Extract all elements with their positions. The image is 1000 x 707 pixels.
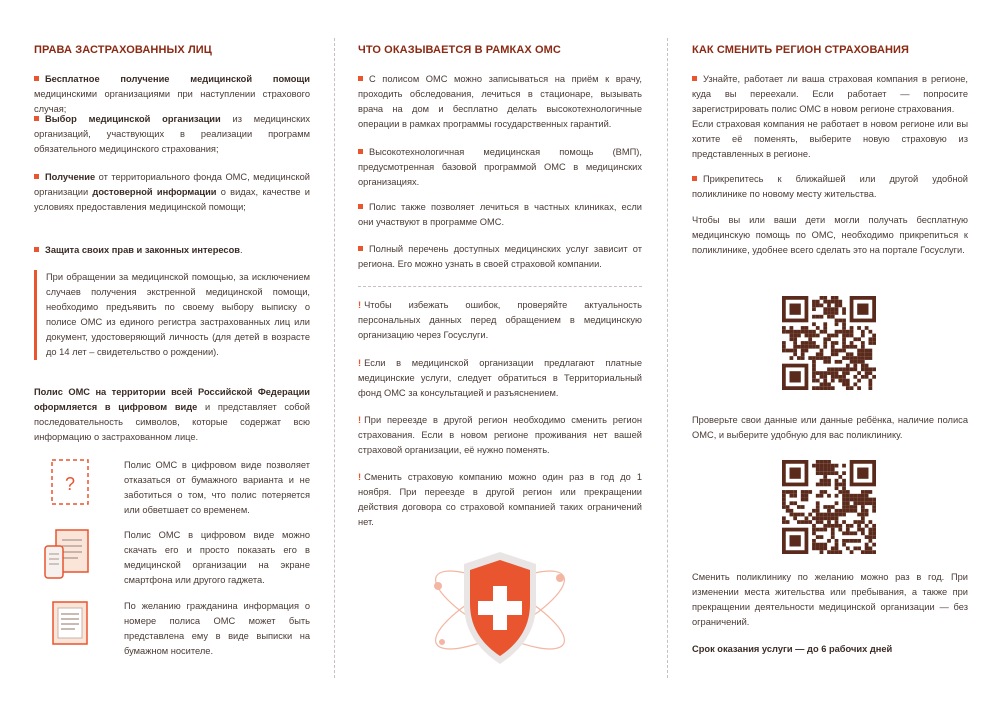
right-free-care: Бесплатное получение медицинской помощи медицинскими организациями при наступлении страхового случая;: [34, 74, 310, 114]
exclamation-icon: !: [358, 300, 362, 310]
right-protection: Защита своих прав и законных интересов.: [34, 243, 310, 258]
section-title: КАК СМЕНИТЬ РЕГИОН СТРАХОВАНИЯ: [692, 44, 910, 56]
bullet-square-icon: [358, 76, 363, 81]
digital-policy-benefit-3: По желанию гражданина информация о номере полиса ОМС может быть представлена ему в виде выписки на бумажном носителе.: [124, 601, 310, 656]
right-choose-org: Выбор медицинской организации из медицинских организаций, участвующих в реализации программ обязательного медицинского страхования;: [34, 114, 310, 154]
bullet-square-icon: [34, 76, 39, 81]
medical-shield-icon: [420, 538, 580, 678]
region-step-2: Прикрепитесь к ближайшей или другой удобной поликлинике по новому месту жительства.: [692, 174, 968, 199]
svg-text:?: ?: [64, 474, 76, 494]
column-insured-rights: [34, 0, 310, 707]
warning-note-1: ! Чтобы избежать ошибок, проверяйте актуальность персональных данных перед обращением в медицинскую организацию через Госуслуги.: [358, 300, 642, 340]
change-clinic-text: Сменить поликлинику по желанию можно раз в год. При изменении места жительства или пребывания, а также при прекращении деятельности медицинской организации — без ограничений.: [692, 572, 968, 627]
bullet-square-icon: [358, 149, 363, 154]
question-document-icon: [50, 458, 90, 506]
bullet-square-icon: [358, 246, 363, 251]
column-change-region: [692, 0, 968, 707]
coverage-item-3: Полис также позволяет лечиться в частных клиниках, если они участвуют в программе ОМС.: [358, 202, 642, 227]
clinic-choice-qr-code[interactable]: [782, 460, 876, 554]
bullet-square-icon: [34, 116, 39, 121]
bullet-square-icon: [34, 247, 39, 252]
digital-policy-benefit-2: Полис ОМС в цифровом виде можно скачать его и просто показать его в медицинской организации на экране смартфона или другого гаджета.: [124, 530, 310, 585]
coverage-item-2: Высокотехнологичная медицинская помощь (ВМП), предусмотренная базовой программой ОМС в медицинских организациях.: [358, 147, 642, 187]
note-document-required: При обращении за медицинской помощью, за исключением случаев получения экстренной медицинской помощи, необходимо предъявить по своему выбору выписку о полисе ОМС из единого регистра застрахованных лиц или документ, удостоверяющий личность (для детей в возрасте до 14 лет – свидетельство о рождении).: [34, 270, 310, 360]
warning-note-4: ! Сменить страховую компанию можно один раз в год до 1 ноября. При переезде в другой регион или прекращении действия договора со страховой компанией таких ограничений нет.: [358, 472, 642, 527]
exclamation-icon: !: [358, 472, 362, 482]
digital-policy-intro: Полис ОМС на территории всей Российской Федерации оформляется в цифровом виде и представляет собой последовательность символов, которые содержат всю информацию о застрахованном лице.: [34, 387, 310, 442]
phone-document-icon: [42, 528, 92, 576]
paper-document-icon: [50, 599, 90, 647]
service-deadline: Срок оказания услуги — до 6 рабочих дней: [692, 644, 893, 654]
column-oms-coverage: [358, 0, 642, 707]
digital-policy-benefit-1: Полис ОМС в цифровом виде позволяет отказаться от бумажного варианта и не заботиться о том, что полис потеряется или обветшает со временем.: [124, 460, 310, 515]
exclamation-icon: !: [358, 358, 362, 368]
exclamation-icon: !: [358, 415, 362, 425]
bullet-square-icon: [358, 204, 363, 209]
divider: [358, 286, 642, 287]
section-title: ПРАВА ЗАСТРАХОВАННЫХ ЛИЦ: [34, 44, 212, 56]
region-step-1: Узнайте, работает ли ваша страховая компания в регионе, куда вы переехали. Если работает — попросите зарегистрировать полис ОМС в новом регионе страхования. Если страховая компания не работает в новом регионе или вы хотите её поменять, выберите новую страховую из представленных в регионе.: [692, 74, 968, 159]
check-data-text: Проверьте свои данные или данные ребёнка, наличие полиса ОМС, и выберите удобную для вас поликлинику.: [692, 415, 968, 440]
coverage-item-1: С полисом ОМС можно записываться на приём к врачу, проходить обследования, лечиться в стационаре, вызывать врача на дом и бесплатно делать высокотехнологичные операции в рамках программы государственных гарантий.: [358, 74, 642, 129]
attach-clinic-text: Чтобы вы или ваши дети могли получать бесплатную медицинскую помощь по ОМС, необходимо прикрепиться к поликлинике, удобнее всего сделать это на портале Госуслуги.: [692, 215, 968, 255]
right-information: Получение от территориального фонда ОМС, медицинской организации достоверной информации о видах, качестве и условиях предоставления медицинской помощи;: [34, 172, 310, 212]
section-title: ЧТО ОКАЗЫВАЕТСЯ В РАМКАХ ОМС: [358, 44, 561, 56]
gosuslugi-qr-code[interactable]: [782, 296, 876, 390]
warning-note-2: ! Если в медицинской организации предлагают платные медицинские услуги, следует обратиться в Территориальный фонд ОМС за консультацией и разъяснением.: [358, 358, 642, 398]
coverage-item-4: Полный перечень доступных медицинских услуг зависит от региона. Его можно узнать в своей страховой компании.: [358, 244, 642, 269]
bullet-square-icon: [692, 76, 697, 81]
bullet-square-icon: [692, 176, 697, 181]
warning-note-3: ! При переезде в другой регион необходимо сменить регион страхования. Если в новом регионе проживания нет вашей страховой организации, её нужно поменять.: [358, 415, 642, 455]
bullet-square-icon: [34, 174, 39, 179]
